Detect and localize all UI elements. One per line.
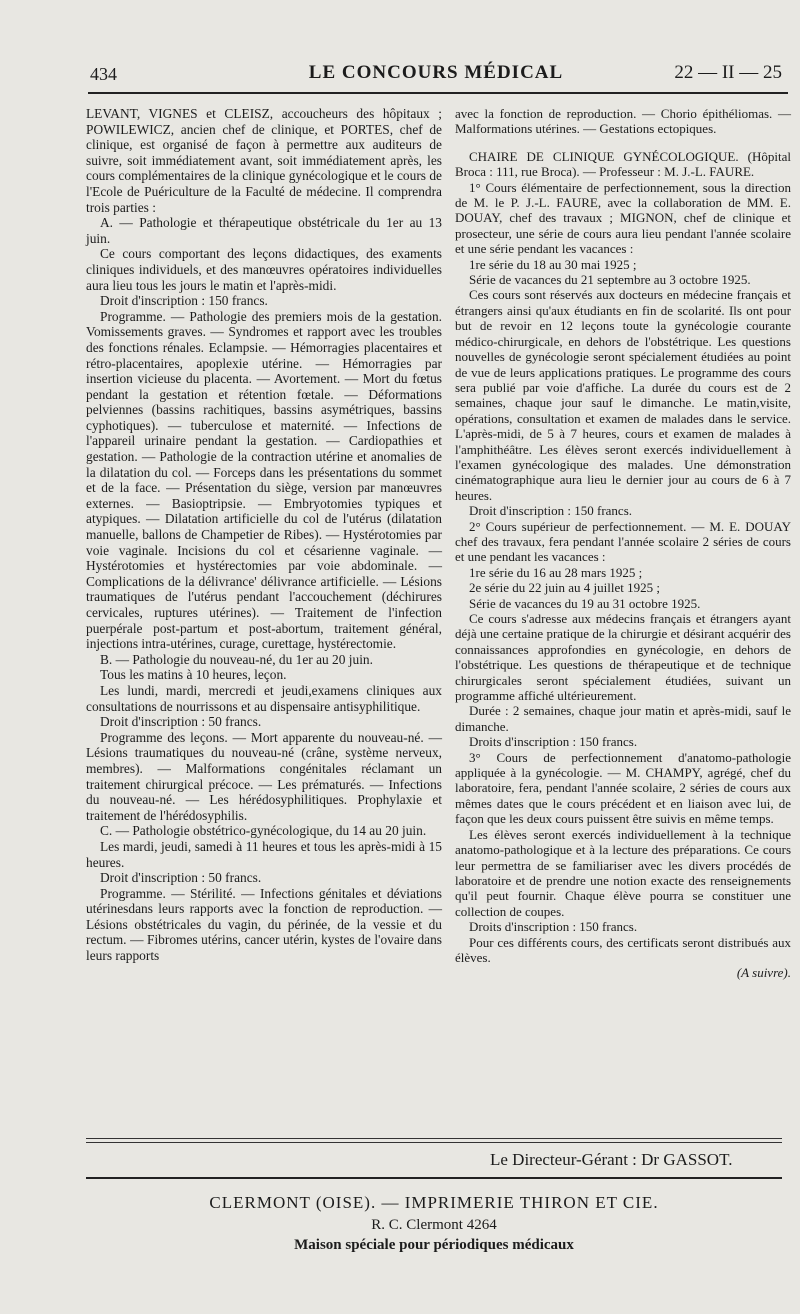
paragraph: Droit d'inscription : 150 francs. <box>469 503 633 519</box>
paragraph: Droit d'inscription : 150 francs. <box>100 293 268 309</box>
paragraph: Pour ces différents cours, des certificats seront distribués aux élèves. <box>455 934 791 965</box>
paragraph: Durée : 2 semaines, chaque jour matin et après-midi, sauf le dimanche. <box>455 703 791 734</box>
director-signature: Le Directeur-Gérant : Dr GASSOT. <box>490 1150 733 1169</box>
paragraph: 1° Cours élémentaire de perfectionnement, sous la direction de M. le P. J.-L. FAURE, avec la collaboration de MM. E. DOUAY, chef des travaux ; MIGNON, chef de clinique et prosecteur, une série de cours aura lieu pendant l'année scolaire et une série pendant les vacances : <box>455 179 791 257</box>
paragraph: Les mardi, jeudi, samedi à 11 heures et tous les après-midi à 15 heures. <box>86 838 442 870</box>
right-column <box>455 106 791 981</box>
journal-title: LE CONCOURS MÉDICAL <box>308 62 564 83</box>
paragraph: Droits d'inscription : 150 francs. <box>469 919 638 935</box>
paragraph: Les lundi, mardi, mercredi et jeudi,examens cliniques aux consultations de nourrissons et au dispensaire antisyphilitique. <box>86 682 442 714</box>
phone-line: R. C. Clermont 4264 <box>371 1217 497 1233</box>
paragraph: Série de vacances du 21 septembre au 3 octobre 1925. <box>469 272 751 288</box>
paragraph: Droits d'inscription : 150 francs. <box>469 734 638 750</box>
left-column <box>86 106 442 964</box>
paragraph: 1re série du 16 au 28 mars 1925 ; <box>469 564 643 580</box>
section-heading: A. — Pathologie et thérapeutique obstétricale du 1er au 13 juin. <box>86 215 442 246</box>
printer-rule <box>86 1177 782 1179</box>
paragraph: Programme des leçons. — Mort apparente du nouveau-né. — Lésions traumatiques du nouveau-né (crâne, système nerveux, membres). — Malformations congénitales réclamant un traitement chirurgical précoce. — Les prématurés. — Infections du nouveau-né. — Les hérédosyphilitiques. Prophylaxie et traitement de l'hérédosyphilis. <box>86 729 442 823</box>
footer-rule <box>86 1142 782 1143</box>
page-header <box>90 58 782 88</box>
paragraph: Programme. — Stérilité. — Infections génitales et déviations utérinesdans leurs rapports avec la fonction de reproduction. — Lésions obstétricales du vagin, du périnée, de la vessie et du rectum. — Fibromes utérins, cancer utérin, kystes de l'ovaire dans leurs rapports <box>86 885 442 964</box>
header-rule <box>88 92 788 94</box>
section-heading: C. — Pathologie obstétrico-gynécologique, du 14 au 20 juin. <box>100 823 427 839</box>
paragraph: Ce cours s'adresse aux médecins français et étrangers ayant déjà une certaine pratique de la chirurgie et désirant acquérir des connaissances approfondies en gynécologie, en dehors de l'obstétrique. Les questions de thérapeutique et de technique chirurgicales seront spécialement étudiées, suivant un programme affiché ultérieurement. <box>455 611 791 704</box>
paragraph: Série de vacances du 19 au 31 octobre 1925. <box>469 595 701 611</box>
issue-date: 22 — II — 25 <box>674 62 782 83</box>
paragraph: Ce cours comportant des leçons didactiques, des examents cliniques individuels, et des manœuvres opératoires individuelles aura lieu tous les jours le matin et l'après-midi. <box>86 246 442 293</box>
paragraph: 1re série du 18 au 30 mai 1925 ; <box>469 256 637 272</box>
paragraph: Ces cours sont réservés aux docteurs en médecine français et étrangers ainsi qu'aux étudiants en fin de scolarité. Ils ont pour but de revoir en 12 leçons toute la gynécologie courante médico-chirurgicale, en dehors de l'obstétrique. Les questions nouvelles de gynécologie seront spécialement étudiées au point de vue de leurs applications pratiques. Le programme des cours sera publié par voie d'affiche. La durée du cours est de 2 semaines, chaque jour sauf le dimanche. Le matin,visite, opérations, consultation et examen de malades dans le service. L'après-midi, de 5 à 7 heures, cours et examen de malades à l'amphithéâtre. Les élèves seront exercés individuellement à l'examen gynécologique des malades. Une démonstration cinématographique aura lieu le dernier jour au cours de 6 à 7 heures. <box>455 287 791 503</box>
paragraph: Programme. — Pathologie des premiers mois de la gestation. Vomissements graves. — Syndromes et rapport avec les troubles des fonctions rénales. Eclampsie. — Hémorragies placentaires et rétro-placentaires, apoplexie utérine. — Hémorragies par insertion vicieuse du placenta. — Avortement. — Mort du fœtus pendant la gestation et rétention fœtale. — Déformations pelviennes (bassins rachitiques, bassins asymétriques, bassins cyphotiques). — tuberculose et maternité. — Infections de l'appareil urinaire pendant la gestation. — Cardiopathies et gestation. — Pathologie de la contraction utérine et anomalies de la dilatation du col. — Forceps dans les présentations du sommet et de la face. — Présentation du siège, version par manœuvres externes. — Basioptripsie. — Embryotomies typiques et atypiques. — Dilatation artificielle du col de l'utérus (dilatation manuelle, ballons de Champetier de Ribes). — Hystérotomies par voie vaginale. Incisions du col et césarienne vaginale. — Hystérotomies et hystérectomies par voie abdominale. — Complications de la délivrance' délivrance artificielle. — Lésions traumatiques de l'utérus pendant l'accouchement (déchirures cervicales, ruptures utérines). — Traitement de l'infection puerpérale post-partum et post-abortum, traitement général, injections intra-utérines, curage, curettage, hystérectomie. <box>86 308 442 652</box>
chair-heading: CHAIRE DE CLINIQUE GYNÉCOLOGIQUE. (Hôpital Broca : 111, rue Broca). — Professeur : M. J.-L. FAURE. <box>455 148 791 180</box>
paragraph: Les élèves seront exercés individuellement à la technique anatomo-pathologique et à la lecture des préparations. Ce cours leur permettra de se familiariser avec les divers procédés de laboratoire et de prendre une notion exacte des renseignements qu'il peut fournir. Chaque élève pourra se constituer une collection de coupes. <box>455 826 791 919</box>
page-number: 434 <box>90 64 117 84</box>
section-heading: B. — Pathologie du nouveau-né, du 1er au 20 juin. <box>100 651 373 667</box>
footer-rule <box>86 1138 782 1139</box>
paragraph: 2e série du 22 juin au 4 juillet 1925 ; <box>469 580 660 596</box>
paragraph: 2° Cours supérieur de perfectionnement. — M. E. DOUAY chef des travaux, fera pendant l'année scolaire 2 séries de cours et une pendant les vacances : <box>455 518 791 565</box>
specialty-line: Maison spéciale pour périodiques médicaux <box>294 1237 574 1253</box>
paragraph: Tous les matins à 10 heures, leçon. <box>100 667 287 683</box>
paragraph: 3° Cours de perfectionnement d'anatomo-pathologie appliquée à la gynécologie. — M. CHAMPY, agrégé, chef du laboratoire, fera, pendant l'année scolaire, 2 séries de cours aux mêmes dates que le cours précédent et en liaison avec lui, de façon que les deux cours puissent être suivis en même temps. <box>455 749 791 827</box>
paragraph: Droit d'inscription : 50 francs. <box>100 714 262 730</box>
paragraph: Droit d'inscription : 50 francs. <box>100 870 262 886</box>
paragraph: LEVANT, VIGNES et CLEISZ, accoucheurs des hôpitaux ; POWILEWICZ, ancien chef de clinique, et PORTES, chef de clinique, est organisé de façon à permettre aux auditeurs de suivre, soit immédiatement avant, soit immédiatement après, les cours complémentaires de la clinique gynécologique et le cours de l'Ecole de Puériculture de la Faculté de médecine. Il comprendra trois parties : <box>86 106 442 215</box>
paragraph: avec la fonction de reproduction. — Chorio épithéliomas. — Malformations utérines. — Gestations ectopiques. <box>455 106 791 137</box>
printer-line: CLERMONT (OISE). — IMPRIMERIE THIRON ET CIE. <box>209 1193 659 1212</box>
to-be-continued: (A suivre). <box>736 965 791 981</box>
